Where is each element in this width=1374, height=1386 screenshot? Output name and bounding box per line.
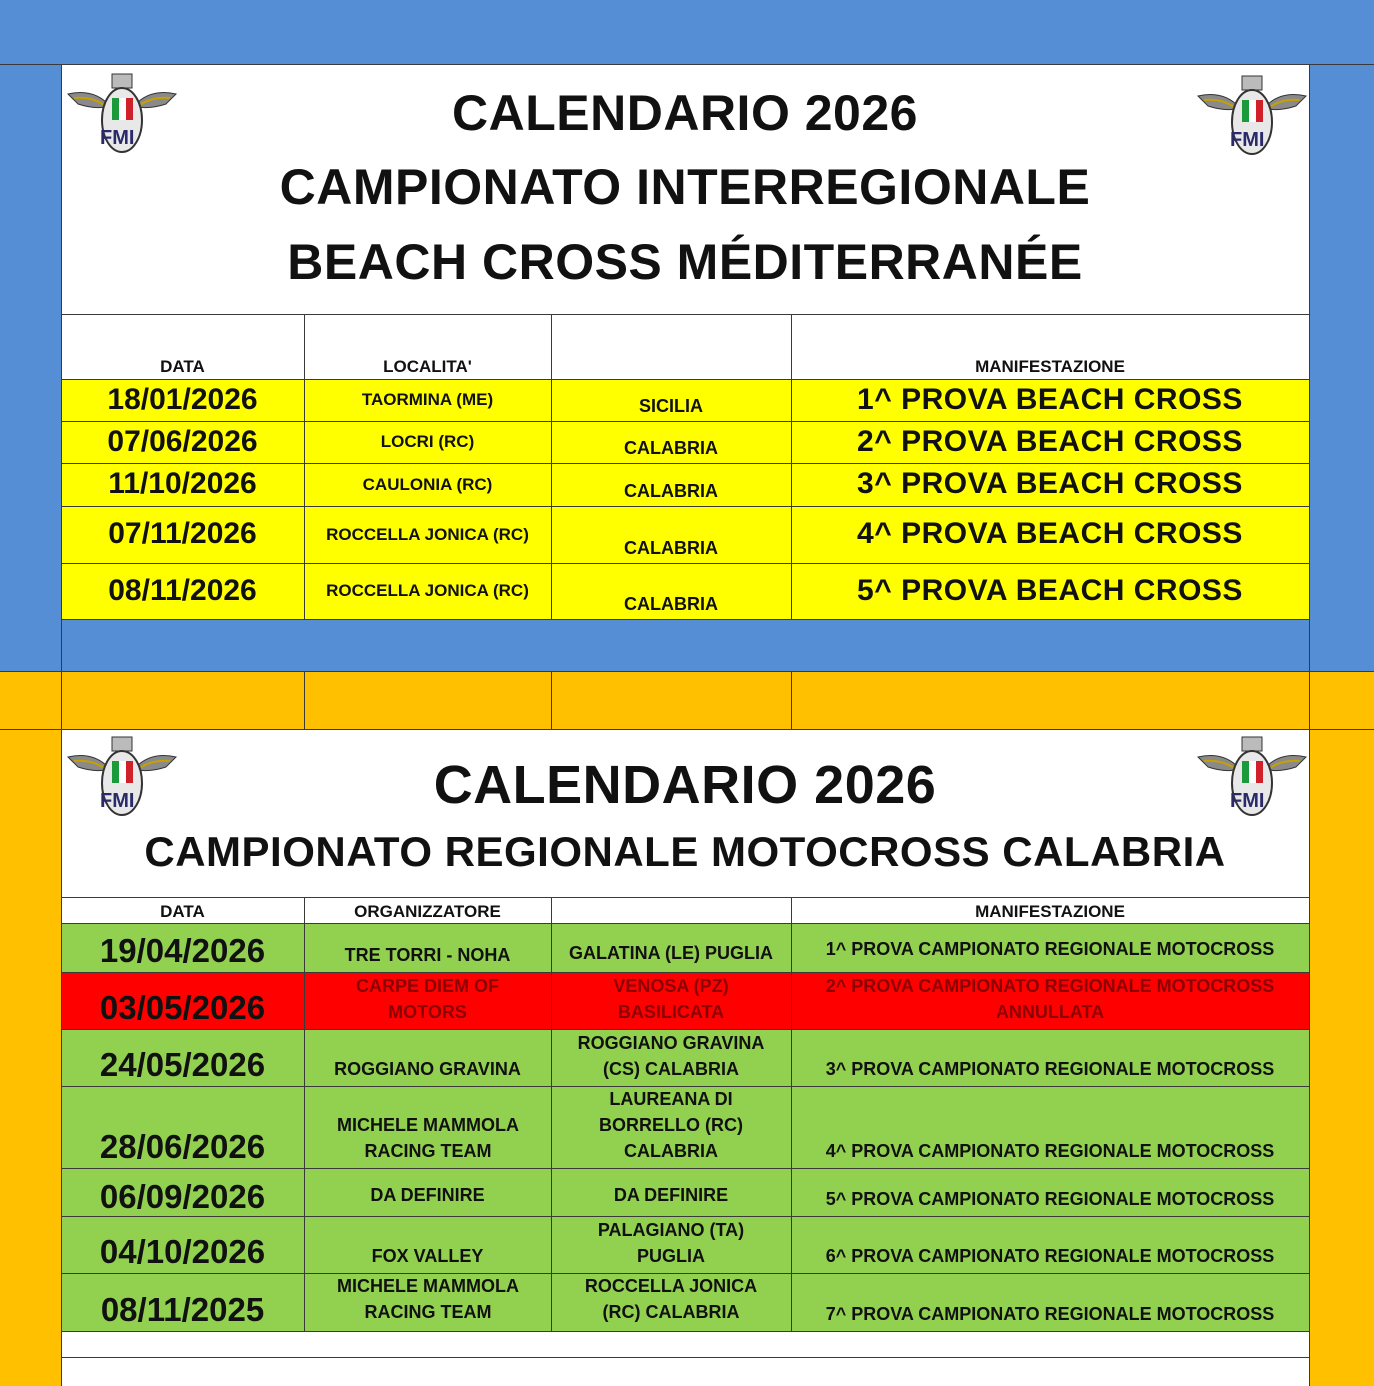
mx-row-organizer: FOX VALLEY bbox=[371, 1246, 484, 1266]
grid-line bbox=[61, 972, 1309, 973]
beach-row-date: 18/01/2026 bbox=[107, 382, 258, 416]
mx-row-organizer: MICHELE MAMMOLA RACING TEAM bbox=[337, 1115, 519, 1161]
beach-header-date: DATA bbox=[160, 357, 205, 377]
fmi-logo-icon bbox=[1196, 733, 1308, 825]
mx-row-location: VENOSA (PZ) BASILICATA bbox=[613, 976, 729, 1022]
mx-row-location: ROGGIANO GRAVINA (CS) CALABRIA bbox=[577, 1033, 765, 1079]
mx-row-event: 3^ PROVA CAMPIONATO REGIONALE MOTOCROSS bbox=[825, 1059, 1275, 1079]
mx-row-event: 1^ PROVA CAMPIONATO REGIONALE MOTOCROSS bbox=[825, 939, 1275, 959]
beach-header-location: LOCALITA' bbox=[383, 357, 472, 377]
grid-line bbox=[551, 671, 552, 729]
fmi-logo-icon bbox=[66, 70, 178, 162]
mx-row-date: 24/05/2026 bbox=[99, 1046, 266, 1084]
beach-row-location: CAULONIA (RC) bbox=[362, 474, 493, 494]
mx-header-organizer: ORGANIZZATORE bbox=[354, 902, 501, 922]
mx-row-event: 7^ PROVA CAMPIONATO REGIONALE MOTOCROSS bbox=[825, 1304, 1275, 1324]
fmi-logo-icon bbox=[66, 733, 178, 825]
grid-line bbox=[791, 671, 792, 729]
mx-row-organizer: MICHELE MAMMOLA RACING TEAM bbox=[337, 1276, 519, 1322]
grid-line bbox=[0, 671, 1374, 672]
beach-row-date: 11/10/2026 bbox=[108, 467, 257, 501]
grid-line bbox=[61, 421, 1309, 422]
blue-spacer-row bbox=[61, 619, 1309, 671]
grid-line bbox=[304, 671, 305, 729]
beach-row-location: TAORMINA (ME) bbox=[361, 390, 494, 410]
grid-line bbox=[61, 1216, 1309, 1217]
mx-row-date: 03/05/2026 bbox=[99, 989, 266, 1027]
beach-title-line2: CAMPIONATO INTERREGIONALE bbox=[279, 159, 1091, 215]
mx-row-organizer: ROGGIANO GRAVINA bbox=[334, 1059, 521, 1079]
left-blue-band bbox=[0, 64, 61, 671]
logo-letters: FMI bbox=[100, 790, 135, 812]
mx-title-line2: CAMPIONATO REGIONALE MOTOCROSS CALABRIA bbox=[144, 828, 1226, 875]
logo-letters: FMI bbox=[1230, 790, 1265, 812]
grid-line bbox=[61, 1168, 1309, 1169]
grid-line bbox=[304, 897, 305, 1331]
grid-line bbox=[61, 379, 1309, 380]
beach-row-event: 4^ PROVA BEACH CROSS bbox=[857, 517, 1243, 551]
mx-row-event: 5^ PROVA CAMPIONATO REGIONALE MOTOCROSS bbox=[825, 1189, 1275, 1209]
logo-letters: FMI bbox=[1230, 129, 1265, 151]
right-gold-band bbox=[1309, 671, 1374, 1386]
grid-line bbox=[61, 563, 1309, 564]
beach-row-region: CALABRIA bbox=[624, 438, 718, 459]
beach-row-date: 07/06/2026 bbox=[107, 424, 258, 458]
mx-row-location: GALATINA (LE) PUGLIA bbox=[569, 943, 773, 963]
mx-row-date: 19/04/2026 bbox=[99, 932, 266, 970]
grid-line bbox=[0, 64, 1374, 65]
mx-row-event: 2^ PROVA CAMPIONATO REGIONALE MOTOCROSS ANNULLATA bbox=[825, 976, 1275, 1022]
grid-line bbox=[61, 923, 1309, 924]
beach-row-location: LOCRI (RC) bbox=[380, 432, 475, 452]
beach-header-event: MANIFESTAZIONE bbox=[975, 357, 1125, 377]
beach-row-region: CALABRIA bbox=[624, 538, 718, 559]
beach-row-event: 3^ PROVA BEACH CROSS bbox=[857, 467, 1243, 501]
mx-header-event: MANIFESTAZIONE bbox=[975, 902, 1125, 922]
top-blue-band bbox=[0, 0, 1374, 64]
mx-row-location: PALAGIANO (TA) PUGLIA bbox=[597, 1220, 745, 1266]
mx-row-date: 06/09/2026 bbox=[99, 1178, 266, 1216]
mx-row-organizer: TRE TORRI - NOHA bbox=[344, 945, 511, 965]
mx-row-event: 4^ PROVA CAMPIONATO REGIONALE MOTOCROSS bbox=[825, 1141, 1275, 1161]
grid-line bbox=[61, 1273, 1309, 1274]
mx-row-date: 04/10/2026 bbox=[99, 1233, 266, 1271]
beach-row-date: 07/11/2026 bbox=[108, 517, 257, 551]
grid-line bbox=[61, 1331, 1309, 1332]
mx-row-event: 6^ PROVA CAMPIONATO REGIONALE MOTOCROSS bbox=[825, 1246, 1275, 1266]
beach-row-event: 1^ PROVA BEACH CROSS bbox=[857, 382, 1243, 416]
beach-row-region: SICILIA bbox=[638, 396, 703, 417]
grid-line bbox=[0, 729, 1374, 730]
grid-line bbox=[791, 314, 792, 619]
fmi-logo-icon bbox=[1196, 72, 1308, 164]
grid-line bbox=[551, 897, 552, 1331]
grid-line bbox=[61, 1357, 1309, 1358]
beach-header-region bbox=[551, 314, 791, 379]
grid-line bbox=[551, 314, 552, 619]
left-gold-band bbox=[0, 671, 61, 1386]
beach-row-event: 2^ PROVA BEACH CROSS bbox=[857, 424, 1243, 458]
mx-row-location: ROCCELLA JONICA (RC) CALABRIA bbox=[584, 1276, 758, 1322]
beach-row-region: CALABRIA bbox=[624, 481, 718, 502]
mx-header-date: DATA bbox=[160, 902, 205, 922]
beach-title-line3: BEACH CROSS MÉDITERRANÉE bbox=[287, 234, 1083, 290]
grid-line bbox=[61, 463, 1309, 464]
beach-row-date: 08/11/2026 bbox=[108, 573, 257, 607]
grid-line bbox=[61, 897, 1309, 898]
mx-row-organizer: CARPE DIEM OF MOTORS bbox=[355, 976, 499, 1022]
mx-row-location: LAUREANA DI BORRELLO (RC) CALABRIA bbox=[599, 1089, 743, 1161]
grid-line bbox=[791, 897, 792, 1331]
mx-header-location bbox=[551, 897, 791, 923]
grid-line bbox=[1309, 64, 1310, 1386]
beach-row-region: CALABRIA bbox=[624, 594, 718, 615]
grid-line bbox=[61, 619, 1309, 620]
beach-row-event: 5^ PROVA BEACH CROSS bbox=[857, 573, 1243, 607]
grid-line bbox=[61, 1086, 1309, 1087]
mx-row-organizer: DA DEFINIRE bbox=[370, 1185, 485, 1205]
beach-row-location: ROCCELLA JONICA (RC) bbox=[326, 524, 529, 544]
mx-row-date: 28/06/2026 bbox=[99, 1128, 266, 1166]
mx-row-location: DA DEFINIRE bbox=[613, 1185, 729, 1205]
right-blue-band bbox=[1309, 64, 1374, 671]
beach-row-location: ROCCELLA JONICA (RC) bbox=[326, 581, 529, 601]
gold-spacer-row bbox=[61, 671, 1309, 729]
logo-letters: FMI bbox=[100, 127, 135, 149]
beach-title-line1: CALENDARIO 2026 bbox=[452, 85, 918, 141]
grid-line bbox=[61, 314, 1309, 315]
grid-line bbox=[61, 506, 1309, 507]
mx-title-line1: CALENDARIO 2026 bbox=[433, 755, 937, 815]
grid-line bbox=[61, 1029, 1309, 1030]
grid-line bbox=[61, 64, 62, 1386]
grid-line bbox=[304, 314, 305, 619]
mx-row-date: 08/11/2025 bbox=[100, 1291, 265, 1329]
